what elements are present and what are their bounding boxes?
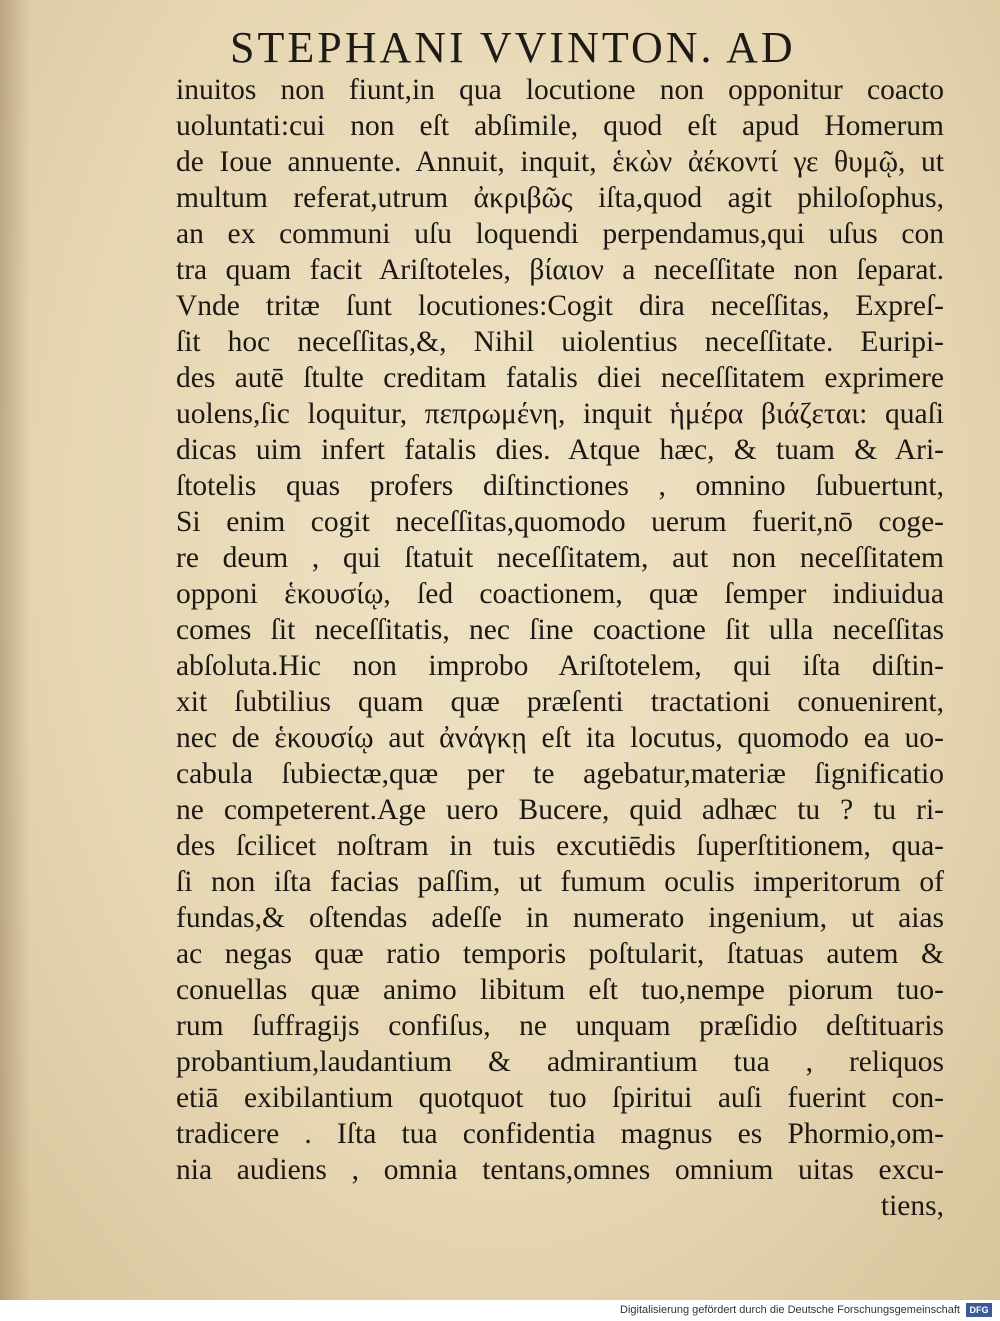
text-line: ſit hoc neceſſitas,&, Nihil uiolentius neceſſitate. Euripi-: [176, 326, 944, 358]
gutter-shadow: [0, 0, 30, 1300]
text-line: multum referat,utrum ἀκριβῶς iſta,quod agit philoſophus,: [176, 182, 944, 214]
text-line: ſi non iſta facias paſſim, ut fumum oculis imperitorum of: [176, 866, 944, 898]
text-line: Si enim cogit neceſſitas,quomodo uerum fuerit,nō coge-: [176, 506, 944, 538]
text-line: des autē ſtulte creditam fatalis diei neceſſitatem exprimere: [176, 362, 944, 394]
text-line: dicas uim infert fatalis dies. Atque hæc, & tuam & Ari-: [176, 434, 944, 466]
text-line: opponi ἑκουσίῳ, ſed coactionem, quæ ſemper indiuidua: [176, 578, 944, 610]
text-line: inuitos non fiunt,in qua locutione non opponitur coacto: [176, 74, 944, 106]
text-line: uoluntati:cui non eſt abſimile, quod eſt apud Homerum: [176, 110, 944, 142]
text-line: nia audiens , omnia tentans,omnes omnium uitas excu-: [176, 1154, 944, 1186]
text-line: cabula ſubiectæ,quæ per te agebatur,materiæ ſignificatio: [176, 758, 944, 790]
text-line: conuellas quæ animo libitum eſt tuo,nempe piorum tuo-: [176, 974, 944, 1006]
text-line: probantium,laudantium & admirantium tua , reliquos: [176, 1046, 944, 1078]
text-line: tradicere . Iſta tua confidentia magnus es Phormio,om-: [176, 1118, 944, 1150]
text-line: fundas,& oſtendas adeſſe in numerato ingenium, ut aias: [176, 902, 944, 934]
text-line: ne competerent.Age uero Bucere, quid adhæc tu ? tu ri-: [176, 794, 944, 826]
text-line: an ex communi uſu loquendi perpendamus,qui uſus con: [176, 218, 944, 250]
text-line: rum ſuffragijs confiſus, ne unquam præſidio deſtituaris: [176, 1010, 944, 1042]
text-line: re deum , qui ſtatuit neceſſitatem, aut non neceſſitatem: [176, 542, 944, 574]
text-line: abſoluta.Hic non improbo Ariſtotelem, qui iſta diſtin-: [176, 650, 944, 682]
footer-credit: Digitalisierung gefördert durch die Deutsche Forschungsgemeinschaft: [620, 1304, 960, 1316]
dfg-logo-icon: DFG: [966, 1303, 992, 1317]
text-line: ac negas quæ ratio temporis poſtularit, ſtatuas autem &: [176, 938, 944, 970]
text-line: tra quam facit Ariſtoteles, βίαιον a neceſſitate non ſeparat.: [176, 254, 944, 286]
text-line: uolens,ſic loquitur, πεπρωμένη, inquit ἡμέρα βιάζεται: quaſi: [176, 398, 944, 430]
digitization-footer: [0, 1300, 1000, 1321]
text-line: comes ſit neceſſitatis, nec ſine coactione ſit ulla neceſſitas: [176, 614, 944, 646]
running-head: STEPHANI VVINTON. AD: [230, 23, 796, 72]
text-line: tiens,: [880, 1190, 944, 1222]
text-line: Vnde tritæ ſunt locutiones:Cogit dira neceſſitas, Expreſ-: [176, 290, 944, 322]
text-line: nec de ἑκουσίῳ aut ἀνάγκῃ eſt ita locutus, quomodo ea uo-: [176, 722, 944, 754]
text-line: xit ſubtilius quam quæ præſenti tractationi conuenirent,: [176, 686, 944, 718]
body-text: [176, 72, 944, 1224]
text-line: ſtotelis quas profers diſtinctiones , omnino ſubuertunt,: [176, 470, 944, 502]
text-line: des ſcilicet noſtram in tuis excutiēdis ſuperſtitionem, qua-: [176, 830, 944, 862]
text-line: de Ioue annuente. Annuit, inquit, ἑκὼν ἀέκοντί γε θυμῷ, ut: [176, 146, 944, 178]
text-line: etiā exibilantium quotquot tuo ſpiritui auſi fuerint con-: [176, 1082, 944, 1114]
